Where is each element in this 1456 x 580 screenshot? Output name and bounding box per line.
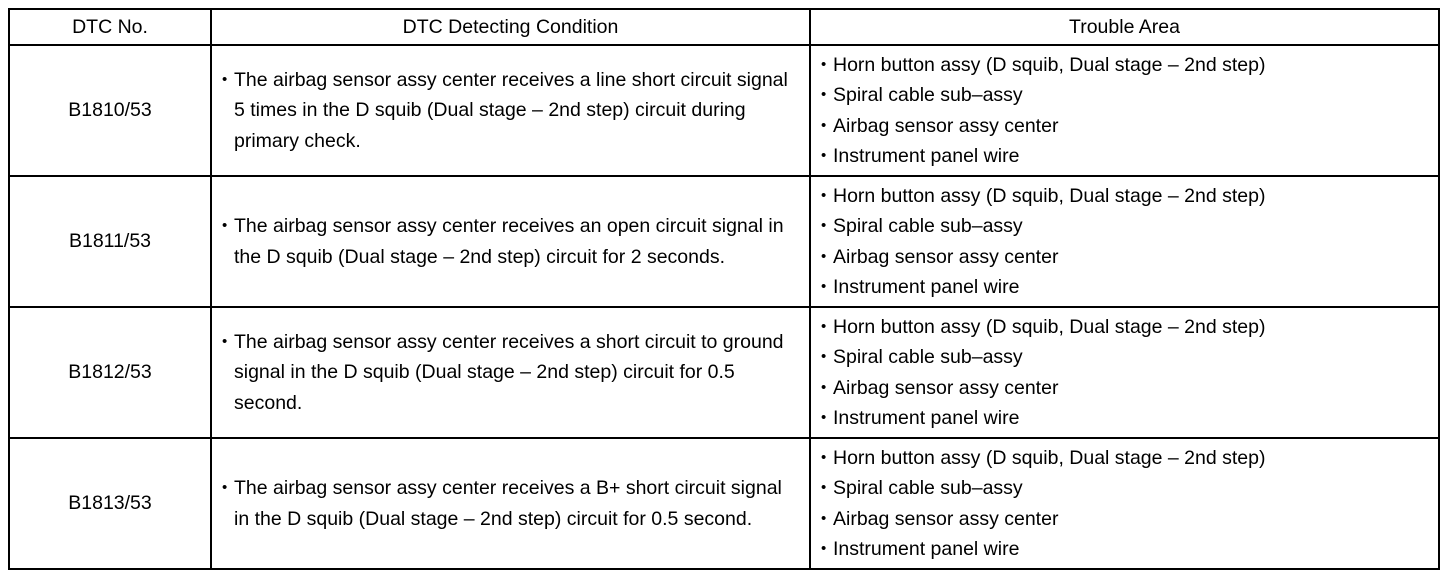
bullet-icon: • [222, 70, 228, 88]
list-item [821, 473, 1430, 504]
bullet-icon: • [821, 348, 827, 365]
trouble-area [810, 45, 1439, 176]
list-item [821, 141, 1430, 172]
trouble-area-text: Instrument panel wire [833, 407, 1020, 429]
dtc-code: B1810/53 [9, 45, 211, 176]
dtc-code: B1811/53 [9, 176, 211, 307]
bullet-icon: • [821, 509, 827, 527]
trouble-area-text: Horn button assy (D squib, Dual stage – 2nd step) [833, 315, 1266, 338]
list-item [821, 181, 1430, 212]
bullet-icon: • [821, 116, 827, 134]
list-item [821, 342, 1430, 373]
bullet-icon: • [821, 278, 827, 295]
trouble-area-text: Spiral cable sub–assy [833, 215, 1023, 237]
detecting-condition [211, 45, 810, 176]
trouble-area-text: Airbag sensor assy center [833, 245, 1059, 268]
bullet-icon: • [222, 332, 228, 350]
bullet-icon: • [821, 448, 827, 466]
trouble-area-text: Spiral cable sub–assy [833, 346, 1023, 368]
bullet-icon: • [821, 86, 827, 103]
condition-text: The airbag sensor assy center receives a B+ short circuit signal in the D squib (Dual stage – 2nd step) circuit for 0.5 second. [234, 477, 782, 530]
trouble-area-text: Airbag sensor assy center [833, 376, 1059, 399]
condition-text: The airbag sensor assy center receives a line short circuit signal 5 times in the D squib (Dual stage – 2nd step) circuit during primary check. [234, 68, 788, 152]
bullet-icon: • [821, 55, 827, 73]
list-item [821, 111, 1430, 142]
trouble-area-text: Horn button assy (D squib, Dual stage – 2nd step) [833, 184, 1266, 207]
header-detecting-condition: DTC Detecting Condition [211, 9, 810, 45]
bullet-icon: • [222, 217, 228, 234]
trouble-area [810, 176, 1439, 307]
list-item [821, 272, 1430, 303]
bullet-icon: • [222, 479, 228, 496]
list-item [821, 50, 1430, 81]
list-item [821, 211, 1430, 242]
trouble-area [810, 307, 1439, 438]
bullet-icon: • [821, 217, 827, 234]
dtc-code: B1812/53 [9, 307, 211, 438]
table-row [9, 307, 1439, 438]
trouble-area-text: Spiral cable sub–assy [833, 84, 1023, 106]
bullet-icon: • [821, 247, 827, 265]
table-row [9, 176, 1439, 307]
trouble-area-text: Airbag sensor assy center [833, 114, 1059, 137]
table-row [9, 438, 1439, 569]
header-dtc-no: DTC No. [9, 9, 211, 45]
trouble-area-text: Airbag sensor assy center [833, 507, 1059, 530]
list-item [821, 312, 1430, 343]
trouble-area-text: Instrument panel wire [833, 538, 1020, 560]
list-item [821, 534, 1430, 565]
condition-text: The airbag sensor assy center receives a short circuit to ground signal in the D squib (Dual stage – 2nd step) circuit for 0.5 second. [234, 330, 784, 414]
detecting-condition [211, 176, 810, 307]
trouble-area-text: Instrument panel wire [833, 145, 1020, 167]
table-row [9, 45, 1439, 176]
condition-text: The airbag sensor assy center receives an open circuit signal in the D squib (Dual stage – 2nd step) circuit for 2 seconds. [234, 215, 784, 268]
bullet-icon: • [821, 186, 827, 204]
list-item [821, 373, 1430, 404]
list-item [821, 443, 1430, 474]
header-trouble-area: Trouble Area [810, 9, 1439, 45]
bullet-icon: • [821, 147, 827, 164]
list-item [821, 504, 1430, 535]
header-row [9, 9, 1439, 45]
trouble-area-text: Horn button assy (D squib, Dual stage – 2nd step) [833, 53, 1266, 76]
bullet-icon: • [821, 479, 827, 496]
list-item [821, 80, 1430, 111]
trouble-area [810, 438, 1439, 569]
bullet-icon: • [821, 409, 827, 426]
detecting-condition [211, 307, 810, 438]
bullet-icon: • [821, 378, 827, 396]
trouble-area-text: Instrument panel wire [833, 276, 1020, 298]
detecting-condition [211, 438, 810, 569]
trouble-area-text: Spiral cable sub–assy [833, 477, 1023, 499]
bullet-icon: • [821, 317, 827, 335]
dtc-code: B1813/53 [9, 438, 211, 569]
list-item [821, 242, 1430, 273]
bullet-icon: • [821, 540, 827, 557]
dtc-table [8, 8, 1440, 570]
trouble-area-text: Horn button assy (D squib, Dual stage – 2nd step) [833, 446, 1266, 469]
list-item [821, 403, 1430, 434]
